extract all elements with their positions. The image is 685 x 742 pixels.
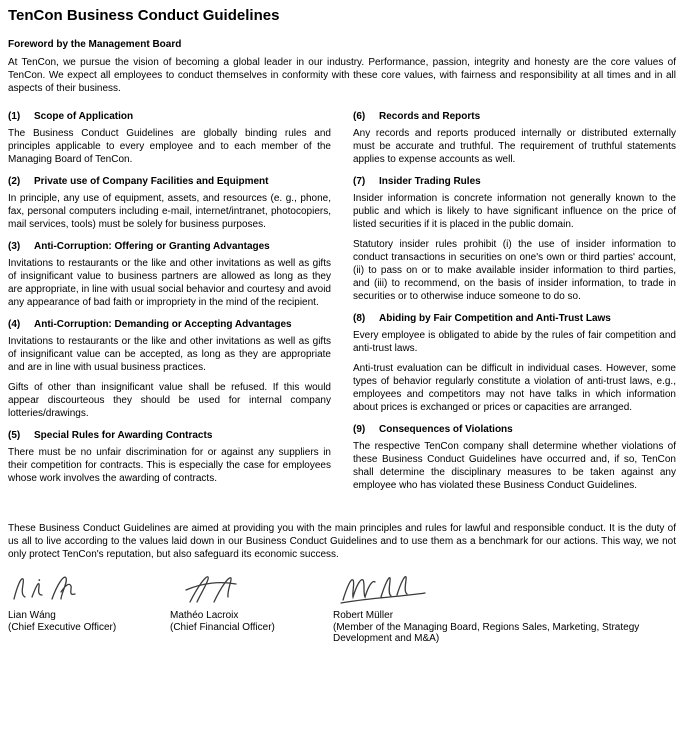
signature-title: (Chief Financial Officer)	[170, 621, 275, 633]
section-heading	[8, 429, 331, 442]
section-title: Private use of Company Facilities and Equipment	[34, 176, 269, 187]
signature-title: (Chief Executive Officer)	[8, 621, 117, 633]
section-9	[353, 423, 676, 492]
right-column	[353, 110, 676, 492]
signature-name: Robert Müller	[333, 610, 394, 621]
section-heading	[8, 318, 331, 331]
section-title: Abiding by Fair Competition and Anti-Trust Laws	[379, 313, 611, 324]
section-number: (7)	[353, 176, 366, 187]
section-heading	[353, 423, 676, 436]
signature-ceo	[8, 573, 170, 645]
section-paragraph: The Business Conduct Guidelines are globally binding rules and principles applicable to every employee and to each member of the Managing Board of TenCon.	[8, 128, 331, 165]
section-paragraph: Invitations to restaurants or the like and other invitations as well as gifts of insignificant value can be accepted, as long as they are appropriate and are in line with usual business practices.	[8, 336, 331, 373]
closing-paragraph: These Business Conduct Guidelines are aimed at providing you with the main principles and rules for lawful and responsible conduct. It is the duty of us all to live according to the values laid down in our Business Conduct Guidelines and to use them as a benchmark for our actions. This way, we not only protect TenCon's reputation, but also safeguard its economic success.	[8, 523, 676, 560]
section-paragraph: Insider information is concrete information not generally known to the public and which is likely to have significant influence on the price of listed securities if it is placed in the public domain.	[353, 193, 676, 230]
section-title: Scope of Application	[34, 111, 134, 122]
section-heading	[353, 175, 676, 188]
section-7	[353, 175, 676, 303]
section-number: (6)	[353, 111, 366, 122]
section-title: Insider Trading Rules	[379, 176, 481, 187]
signature-block	[8, 573, 676, 645]
section-2	[8, 175, 331, 231]
section-number: (4)	[8, 319, 21, 330]
signature-name: Mathéo Lacroix	[170, 610, 239, 621]
section-paragraph: In principle, any use of equipment, assets, and resources (e. g., phone, fax, personal computers including e-mail, internet/intranet, photocopiers, mail services, tools) must be solely for business purposes.	[8, 193, 331, 230]
handwritten-signature-icon	[8, 573, 118, 605]
section-8	[353, 312, 676, 414]
section-title: Special Rules for Awarding Contracts	[34, 430, 213, 441]
section-3	[8, 240, 331, 309]
section-title: Anti-Corruption: Offering or Granting Advantages	[34, 241, 270, 252]
section-heading	[353, 110, 676, 123]
section-paragraph: Gifts of other than insignificant value shall be refused. If this would appear discourteous they should be used for internal company lotteries/drawings.	[8, 382, 331, 419]
section-title: Records and Reports	[379, 111, 481, 122]
signature-title: (Member of the Managing Board, Regions Sales, Marketing, Strategy Development and M&A)	[333, 621, 640, 644]
foreword-heading: Foreword by the Management Board	[8, 39, 182, 50]
section-title: Anti-Corruption: Demanding or Accepting Advantages	[34, 319, 292, 330]
section-paragraph: There must be no unfair discrimination for or against any suppliers in their competition for contracts. This is especially the case for employees whose work involves the awarding of contracts.	[8, 447, 331, 484]
section-paragraph: Statutory insider rules prohibit (i) the use of insider information to conduct transactions in securities on one's own or third parties' account, (ii) to pass on or to make available insider information to third parties, and (iii) to recommend, on the basis of insider information, to trade in securities or to otherwise induce someone to do so.	[353, 239, 676, 302]
section-number: (2)	[8, 176, 21, 187]
section-paragraph: Anti-trust evaluation can be difficult in individual cases. However, some types of behavior regularly constitute a violation of anti-trust laws, e.g., employees and competitors may not have talks in which information about prices is exchanged or prices or capacities are arranged.	[353, 363, 676, 413]
section-paragraph: Every employee is obligated to abide by the rules of fair competition and anti-trust laws.	[353, 330, 676, 354]
signature-cfo	[170, 573, 333, 645]
section-heading	[8, 240, 331, 253]
left-column	[8, 110, 331, 492]
foreword-body: At TenCon, we pursue the vision of becoming a global leader in our industry. Performance, passion, integrity and honesty are the core values of TenCon. We expect all employees to conduct themselves in conformity with these core values, with fairness and responsibility at all times and in all aspects of their business.	[8, 57, 676, 94]
section-heading	[8, 110, 331, 123]
signature-name: Lian Wáng	[8, 610, 56, 621]
section-title: Consequences of Violations	[379, 424, 513, 435]
section-number: (1)	[8, 111, 21, 122]
handwritten-signature-icon	[170, 573, 280, 605]
section-1	[8, 110, 331, 166]
section-number: (5)	[8, 430, 21, 441]
section-paragraph: Invitations to restaurants or the like and other invitations as well as gifts of insignificant value to business partners are allowed as long as they are appropriate, in line with usual social behavior and courtesy and avoid any appearance of bad faith or impropriety in the mind of the recipient.	[8, 258, 331, 308]
section-heading	[8, 175, 331, 188]
section-paragraph: Any records and reports produced internally or distributed externally must be accurate and truthful. The requirement of truthful statements applies to expense accounts as well.	[353, 128, 676, 165]
section-number: (3)	[8, 241, 21, 252]
two-column-layout	[8, 110, 676, 492]
section-4	[8, 318, 331, 420]
section-6	[353, 110, 676, 166]
section-number: (9)	[353, 424, 366, 435]
section-5	[8, 429, 331, 485]
section-heading	[353, 312, 676, 325]
document-title: TenCon Business Conduct Guidelines	[8, 7, 280, 24]
signature-board-member	[333, 573, 676, 645]
handwritten-signature-icon	[333, 573, 473, 605]
section-paragraph: The respective TenCon company shall determine whether violations of these Business Conduct Guidelines have occurred and, if so, TenCon shall determine the disciplinary measures to be taken against any employee who has violated these Business Conduct Guidelines.	[353, 441, 676, 491]
section-number: (8)	[353, 313, 366, 324]
